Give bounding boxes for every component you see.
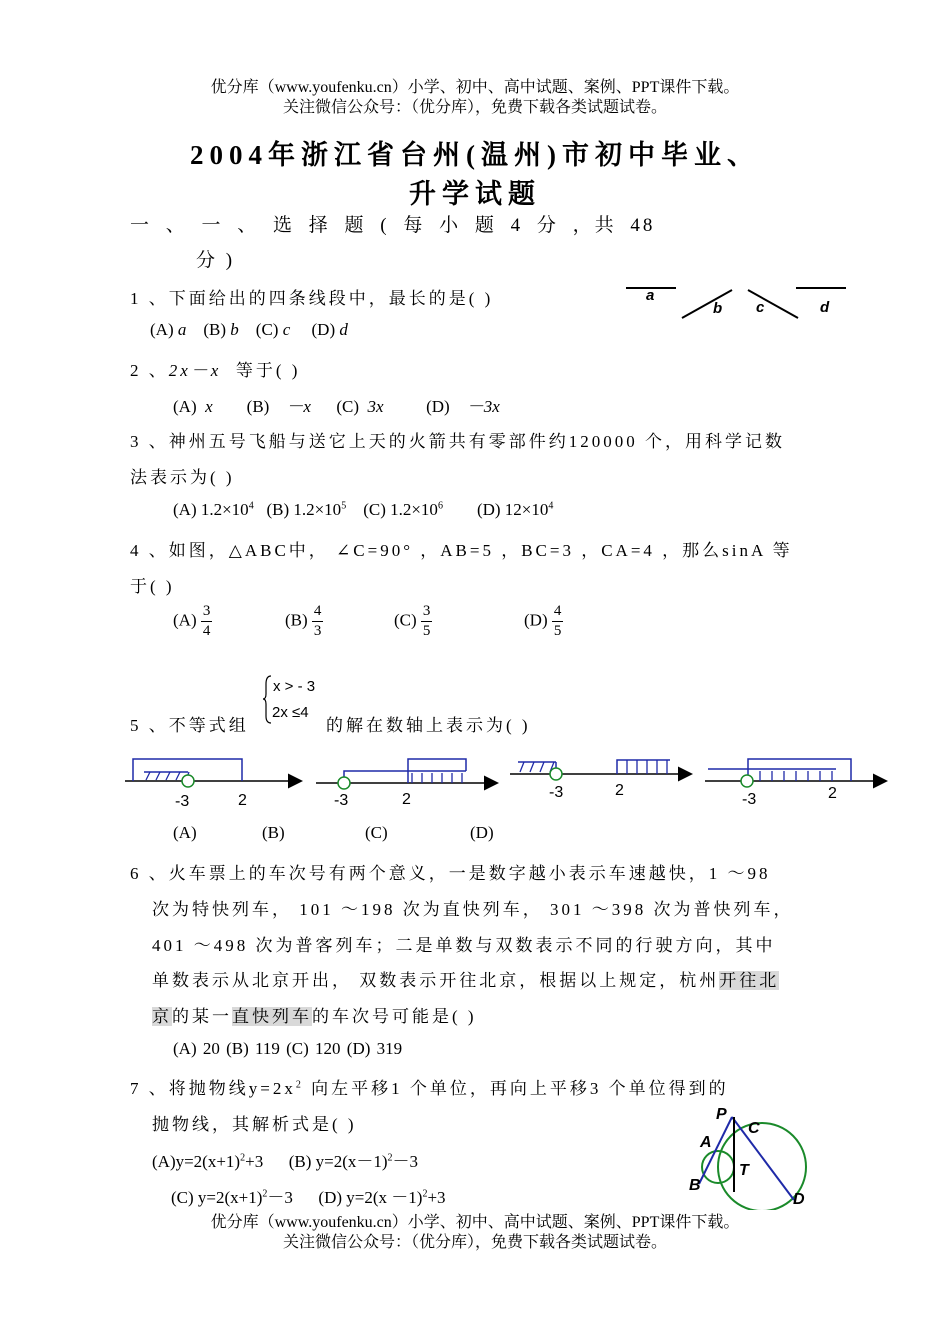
q4-line-2: 于( ) — [130, 577, 175, 596]
fraction — [421, 602, 433, 641]
label-b: B — [689, 1177, 701, 1194]
label-a: A — [700, 1134, 712, 1151]
q3-line-1: 3 、神州五号飞船与送它上天的火箭共有零部件约120000 个，用科学记数 — [130, 432, 785, 451]
q7-option-c-tail: －3 — [267, 1188, 293, 1207]
label-d: D — [793, 1191, 805, 1208]
page-title: 2004年浙江省台州(温州)市初中毕业、 — [190, 140, 760, 170]
q5-number-lines — [120, 748, 890, 812]
axis-label-neg3: -3 — [549, 784, 564, 801]
q7-option-d-tail: +3 — [427, 1188, 446, 1207]
denominator: 3 — [313, 623, 322, 639]
q3-option-d: (D) 12×10 — [476, 500, 549, 519]
q5-stem-head: 5 、不等式组 — [130, 716, 249, 735]
q2-option-a-value: x — [205, 397, 213, 416]
axis-label-2: 2 — [238, 792, 247, 809]
q1-options — [150, 320, 348, 340]
q1-option-b-label: (B) — [203, 320, 227, 339]
q2-option-d-label: (D) — [426, 397, 450, 416]
q4-option-a — [173, 602, 212, 641]
axis-label-2: 2 — [828, 785, 837, 802]
q7-line-1-exp: 2 — [295, 1079, 304, 1091]
q3-option-c-exp: 6 — [437, 500, 443, 512]
q7-options-row-1 — [152, 1147, 418, 1172]
q7-option-c-exp: 2 — [262, 1188, 268, 1200]
q5-number-line-c — [510, 760, 690, 801]
q6-highlight: 开往北 — [719, 971, 780, 990]
q7-line-1-tail: 向左平移1 个单位，再向上平移3 个单位得到的 — [303, 1079, 729, 1098]
q7-option-a: (A)y=2(x+1) — [152, 1152, 241, 1171]
segment-d-label: d — [820, 299, 830, 316]
q1-option-b-value: b — [230, 320, 239, 339]
q2-option-a-label: (A) — [173, 397, 197, 416]
header-line-1: 优分库（www.youfenku.cn）小学、初中、高中试题、案例、PPT课件下载。 — [210, 79, 740, 96]
q7-option-a-tail: +3 — [245, 1152, 264, 1171]
q3-option-d-exp: 4 — [548, 500, 554, 512]
q7-option-d: (D) y=2(x －1) — [318, 1188, 423, 1207]
q5-stem-tail: 的解在数轴上表示为( ) — [326, 716, 531, 735]
footer-line-2: 关注微信公众号：（优分库），免费下载各类试题试卷。 — [282, 1234, 667, 1251]
q4-option-c — [394, 602, 432, 641]
q2-option-c-value: 3x — [367, 397, 384, 416]
segment-a-label: a — [646, 287, 655, 304]
q1-option-c-label: (C) — [255, 320, 279, 339]
segment-c-label: c — [756, 299, 765, 316]
q5-option-d: (D) — [470, 823, 494, 842]
q2-option-b-value: －x — [286, 397, 311, 416]
q3-line-2: 法表示为( ) — [130, 468, 235, 487]
axis-label-2: 2 — [402, 791, 411, 808]
q4-option-a-label: (A) — [173, 610, 197, 630]
q4-option-b-label: (B) — [285, 610, 308, 630]
axis-label-neg3: -3 — [334, 792, 349, 809]
q6-highlight: 直快列车 — [232, 1007, 312, 1026]
footer-line-1: 优分库（www.youfenku.cn）小学、初中、高中试题、案例、PPT课件下载。 — [210, 1214, 740, 1231]
q6-line-5-text: 的某一 — [172, 1007, 232, 1026]
q5-option-c: (C) — [365, 823, 388, 842]
q6-options: (A) 20 (B) 119 (C) 120 (D) 319 — [173, 1039, 403, 1058]
q7-option-d-exp: 2 — [422, 1188, 428, 1200]
q4-option-d — [524, 602, 563, 641]
q2-option-d-value: －3x — [466, 397, 500, 416]
q2-option-b-label: (B) — [246, 397, 270, 416]
q1-segments-figure — [620, 280, 855, 325]
q6-line-1: 6 、火车票上的车次号有两个意义，一是数字越小表示车速越快，1 ～98 — [130, 864, 771, 883]
page-title-line-2: 升学试题 — [409, 179, 541, 209]
q1-option-d-label: (D) — [311, 320, 336, 339]
q3-options — [173, 500, 553, 520]
q3-option-b: (B) 1.2×10 — [266, 500, 342, 519]
q3-option-b-exp: 5 — [341, 500, 347, 512]
denominator: 5 — [422, 623, 431, 639]
q6-line-5 — [152, 1002, 477, 1027]
q7-line-1 — [130, 1074, 729, 1099]
q6-line-4 — [152, 966, 779, 991]
q1-option-d-value: d — [339, 320, 348, 339]
fraction — [201, 602, 213, 641]
q6-line-2: 次为特快列车， 101 ～198 次为直快列车， 301 ～398 次为普快列车， — [152, 900, 794, 919]
section-heading: 一 、 一 、 选 择 题 ( 每 小 题 4 分 ，共 48 — [130, 215, 656, 236]
q2-option-c-label: (C) — [336, 397, 360, 416]
numerator: 4 — [552, 602, 564, 622]
segment-b-label: b — [713, 300, 723, 317]
q1-option-a-label: (A) — [150, 320, 174, 339]
q2-expression: 2x－x — [168, 361, 222, 380]
q2-options — [173, 392, 500, 417]
fraction — [552, 602, 564, 641]
axis-label-neg3: -3 — [742, 791, 757, 808]
q5-option-a: (A) — [173, 823, 197, 842]
q7-option-c: (C) y=2(x+1) — [171, 1188, 263, 1207]
q2-stem — [130, 356, 300, 381]
header-line-2: 关注微信公众号：（优分库），免费下载各类试题试卷。 — [282, 99, 667, 116]
q6-highlight: 京 — [152, 1007, 172, 1026]
q7-option-b-exp: 2 — [387, 1152, 393, 1164]
q6-line-5-tail: 的车次号可能是( ) — [312, 1007, 477, 1026]
q7-option-b: (B) y=2(x－1) — [288, 1152, 388, 1171]
q5-system-line-1: x > - 3 — [273, 678, 316, 695]
q5-system-brace — [262, 672, 324, 726]
q3-option-a-exp: 4 — [248, 500, 254, 512]
q4-option-b — [285, 602, 323, 641]
q5-number-line-b — [316, 759, 496, 809]
label-t: T — [739, 1162, 749, 1179]
section-heading-cont: 分 ) — [196, 250, 236, 271]
q1-option-a-value: a — [177, 320, 187, 339]
axis-label-2: 2 — [615, 782, 624, 799]
q2-number: 2 、 — [130, 361, 169, 380]
axis-label-neg3: -3 — [175, 793, 190, 810]
q5-system-line-2: 2x ≤4 — [272, 704, 309, 721]
q1-stem: 1 、下面给出的四条线段中，最长的是( ) — [130, 289, 494, 308]
q7-options-row-2 — [171, 1183, 446, 1208]
label-c: C — [748, 1120, 760, 1137]
q1-option-c-value: c — [282, 320, 291, 339]
numerator: 3 — [201, 602, 213, 622]
denominator: 4 — [202, 623, 211, 639]
q5-number-line-a — [125, 759, 300, 810]
brace-icon — [263, 676, 271, 723]
numerator: 4 — [312, 602, 324, 622]
q4-option-d-label: (D) — [524, 610, 548, 630]
q4-option-c-label: (C) — [394, 610, 417, 630]
q3-option-c: (C) 1.2×10 — [363, 500, 438, 519]
q6-line-4-text: 单数表示从北京开出， 双数表示开往北京，根据以上规定，杭州 — [152, 971, 720, 990]
q5-option-b: (B) — [262, 823, 285, 842]
numerator: 3 — [421, 602, 433, 622]
q2-stem-tail: 等于( ) — [235, 361, 301, 380]
circles-figure — [686, 1100, 816, 1210]
q7-option-a-exp: 2 — [240, 1152, 246, 1164]
q7-option-b-tail: －3 — [392, 1152, 419, 1171]
denominator: 5 — [553, 623, 562, 639]
label-p: P — [716, 1106, 727, 1123]
q4-line-1: 4 、如图，△ABC中， ∠C=90° ，AB=5 ，BC=3 ，CA=4 ，那么sinA 等 — [130, 541, 793, 560]
fraction — [312, 602, 324, 641]
segment-b — [682, 290, 732, 318]
q6-line-3: 401 ～498 次为普客列车；二是单数与双数表示不同的行驶方向，其中 — [152, 936, 776, 955]
q3-option-a: (A) 1.2×10 — [173, 500, 249, 519]
q7-line-1-head: 7 、将抛物线y=2x — [130, 1079, 296, 1098]
q5-number-line-d — [705, 759, 885, 808]
q7-line-2: 抛物线，其解析式是( ) — [152, 1115, 357, 1134]
